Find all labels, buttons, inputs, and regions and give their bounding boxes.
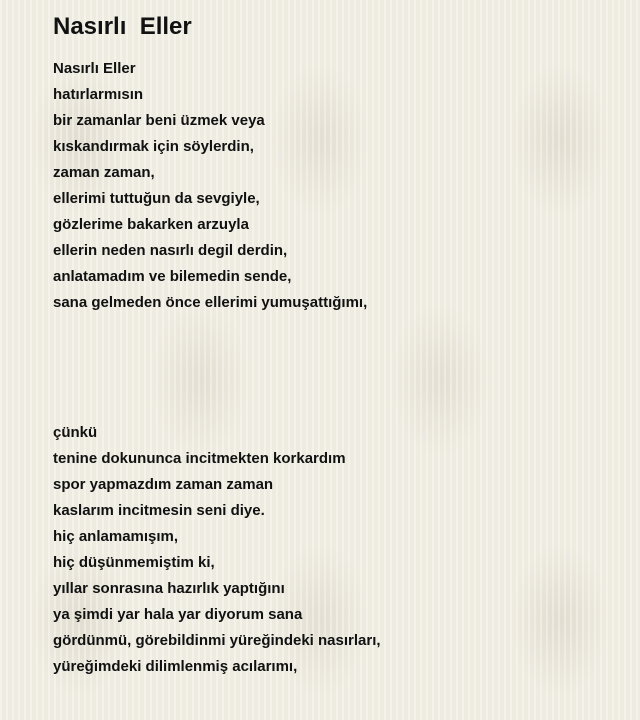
poem-line: zaman zaman, bbox=[53, 164, 155, 181]
poem-line: ya şimdi yar hala yar diyorum sana bbox=[53, 606, 303, 623]
poem-line: gözlerime bakarken arzuyla bbox=[53, 216, 249, 233]
poem-title: Nasırlı Eller bbox=[53, 13, 192, 40]
poem-line: kıskandırmak için söylerdin, bbox=[53, 138, 254, 155]
poem-line: yıllar sonrasına hazırlık yaptığını bbox=[53, 580, 285, 597]
poem-line: hatırlarmısın bbox=[53, 86, 144, 103]
poem-stanza-1 bbox=[53, 56, 613, 316]
poem-line: hiç düşünmemiştim ki, bbox=[53, 554, 215, 571]
poem-stanza-2 bbox=[53, 420, 613, 680]
poem-line: ellerimi tuttuğun da sevgiyle, bbox=[53, 190, 260, 207]
poem-line: ellerin neden nasırlı degil derdin, bbox=[53, 242, 288, 259]
poem-line: yüreğimdeki dilimlenmiş acılarımı, bbox=[53, 658, 298, 675]
poem-line: çünkü bbox=[53, 424, 98, 441]
poem-line: anlatamadım ve bilemedin sende, bbox=[53, 268, 292, 285]
poem-line: kaslarım incitmesin seni diye. bbox=[53, 502, 265, 519]
poem-line: gördünmü, görebildinmi yüreğindeki nasırları, bbox=[53, 632, 381, 649]
poem-line: spor yapmazdım zaman zaman bbox=[53, 476, 274, 493]
poem-line: bir zamanlar beni üzmek veya bbox=[53, 112, 265, 129]
poem-page bbox=[53, 12, 613, 680]
poem-line: Nasırlı Eller bbox=[53, 60, 136, 77]
poem-line: tenine dokununca incitmekten korkardım bbox=[53, 450, 346, 467]
poem-line: hiç anlamamışım, bbox=[53, 528, 179, 545]
poem-line: sana gelmeden önce ellerimi yumuşattığımı, bbox=[53, 294, 368, 311]
